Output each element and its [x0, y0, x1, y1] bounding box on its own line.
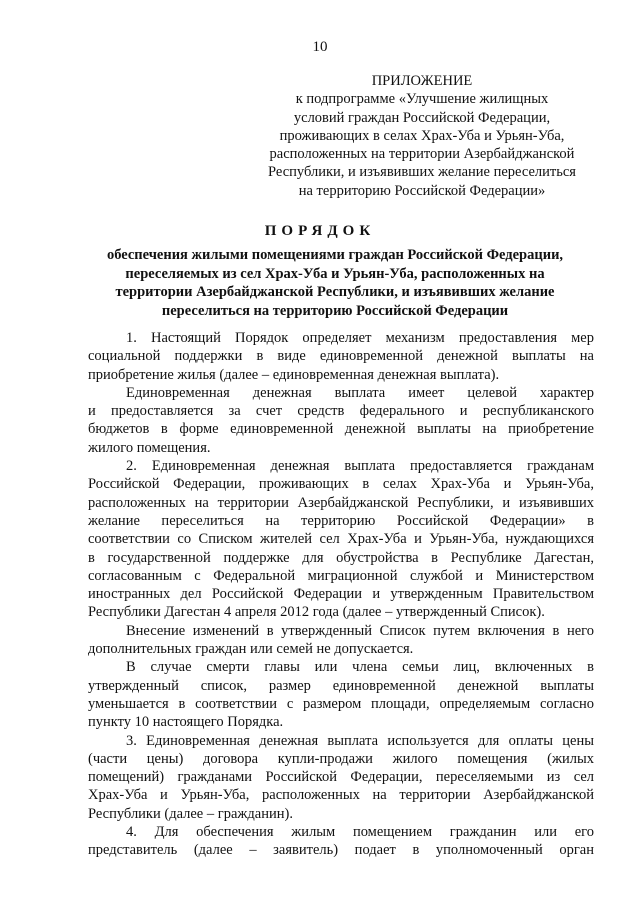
paragraph-3-line: расположенных на территории Азербайджанской Республики, и изъявивших	[88, 494, 594, 511]
paragraph-5-line: уменьшается в соответствии с размером площади, определяемым согласно	[88, 695, 594, 712]
paragraph-3-line: 2. Единовременная денежная выплата предоставляется гражданам	[126, 458, 594, 475]
paragraph-1-line: социальной поддержки в виде единовременной денежной выплаты на	[88, 348, 594, 365]
paragraph-6-line: помещений) гражданами Российской Федерации, переселяемыми из сел	[88, 769, 594, 786]
appendix-line: Республики, и изъявивших желание переселиться	[268, 164, 576, 181]
paragraph-1-line: приобретение жилья (далее – единовременная денежная выплата).	[88, 366, 500, 383]
paragraph-7-line: 4. Для обеспечения жилым помещением гражданин или его	[126, 824, 594, 841]
order-subtitle-line: обеспечения жилыми помещениями граждан Российской Федерации,	[106, 247, 564, 263]
appendix-title: ПРИЛОЖЕНИЕ	[371, 73, 473, 89]
paragraph-1-line: 1. Настоящий Порядок определяет механизм предоставления мер	[126, 330, 594, 346]
paragraph-5-line: В случае смерти главы или члена семьи лиц, включенных в	[126, 659, 594, 676]
document-body	[88, 329, 594, 860]
paragraph-6-line: 3. Единовременная денежная выплата используется для оплаты цены	[126, 732, 594, 749]
paragraph-4-line: дополнительных граждан или семей не допускается.	[88, 641, 414, 658]
order-subtitle-line: переселиться на территорию Российской Федерации	[161, 302, 509, 319]
paragraph-5-line: утвержденный список, размер единовременной денежной выплаты	[88, 677, 594, 694]
appendix-header	[262, 72, 582, 200]
paragraph-3-line: желание переселиться на территорию Российской Федерации» в	[88, 512, 594, 529]
paragraph-5-line: пункту 10 настоящего Порядка.	[88, 714, 284, 731]
paragraph-6-line: Храх-Уба и Урьян-Уба, расположенных на территории Азербайджанской	[88, 787, 594, 804]
paragraph-3-line: иностранных дел Российской Федерации и утвержденным Правительством	[88, 586, 594, 603]
paragraph-6-line: Республики (далее – гражданин).	[88, 805, 293, 822]
paragraph-6-line: (части цены) договора купли-продажи жилого помещения (жилых	[88, 750, 594, 767]
paragraph-2-line: и предоставляется за счет средств федерального и республиканского	[88, 403, 594, 420]
order-subtitle	[85, 246, 585, 320]
page-number: 10	[312, 39, 328, 55]
appendix-line: условий граждан Российской Федерации,	[293, 109, 551, 126]
paragraph-3-line: Российской Федерации, проживающих в селах Храх-Уба и Урьян-Уба,	[88, 476, 594, 493]
order-title: ПОРЯДОК	[264, 223, 376, 239]
appendix-line: расположенных на территории Азербайджанской	[269, 146, 575, 163]
paragraph-2-line: бюджетов в форме единовременной денежной выплаты на приобретение	[88, 421, 594, 438]
paragraph-2-line: жилого помещения.	[88, 439, 211, 456]
paragraph-2-line: Единовременная денежная выплата имеет целевой характер	[126, 384, 594, 401]
paragraph-3-line: Республики Дагестан 4 апреля 2012 года (далее – утвержденный Список).	[88, 604, 545, 621]
order-subtitle-line: территории Азербайджанской Республики, и изъявивших желание	[115, 284, 555, 301]
paragraph-4-line: Внесение изменений в утвержденный Список путем включения в него	[126, 622, 594, 639]
paragraph-7-line: представитель (далее – заявитель) подает в уполномоченный орган	[88, 842, 594, 859]
paragraph-3-line: соответствии со Списком жителей сел Храх-Уба и Урьян-Уба, нуждающихся	[88, 531, 594, 548]
appendix-line: на территорию Российской Федерации»	[298, 182, 546, 199]
paragraph-3-line: согласованным с Федеральной миграционной службой и Министерством	[88, 567, 594, 584]
appendix-line: проживающих в селах Храх-Уба и Урьян-Уба,	[279, 127, 565, 144]
order-subtitle-line: переселяемых из сел Храх-Уба и Урьян-Уба, расположенных на	[125, 265, 545, 282]
paragraph-3-line: в государственной поддержке для обустройства в Республике Дагестан,	[88, 549, 594, 566]
appendix-line: к подпрограмме «Улучшение жилищных	[295, 91, 549, 108]
